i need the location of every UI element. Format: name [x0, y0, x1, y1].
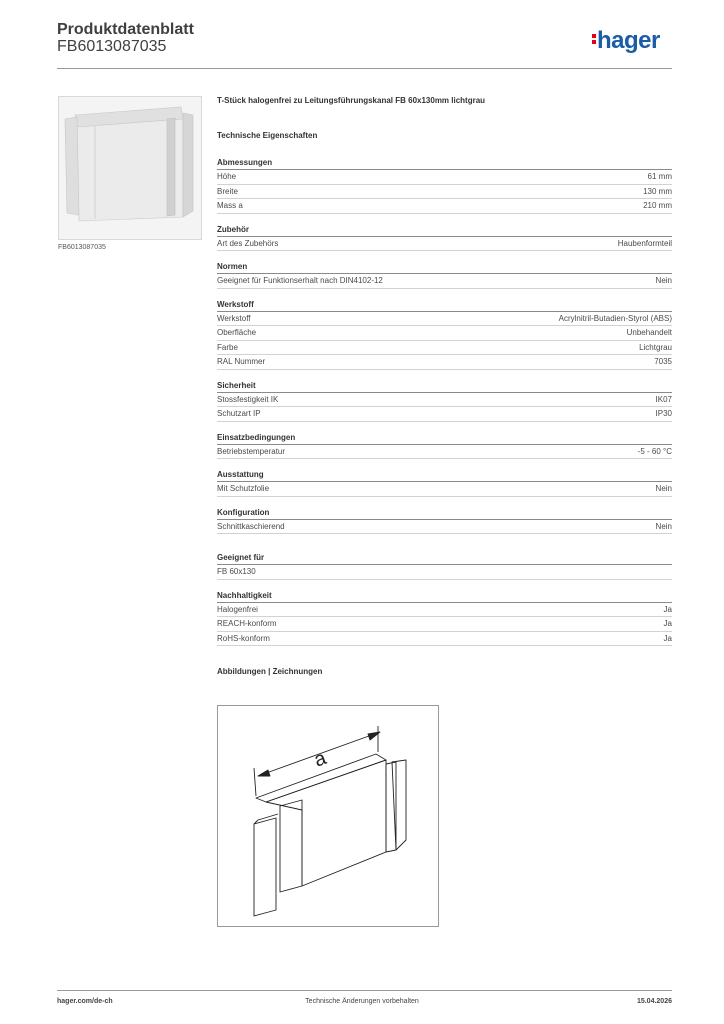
sustainability-group: [217, 590, 672, 647]
property-group: [217, 224, 672, 252]
property-group: [217, 507, 672, 535]
property-group: [217, 432, 672, 460]
footer-divider: [57, 990, 672, 991]
property-label: Mit Schutzfolie: [217, 484, 270, 493]
property-value: IK07: [655, 394, 672, 404]
property-label: FB 60x130: [217, 567, 256, 576]
property-group: [217, 299, 672, 370]
group-title: Einsatzbedingungen: [217, 432, 672, 445]
product-name: T-Stück halogenfrei zu Leitungsführungskanal FB 60x130mm lichtgrau: [217, 96, 486, 105]
property-value: Ja: [663, 619, 672, 628]
property-value: Haubenformteil: [617, 238, 672, 248]
property-value: Ja: [663, 604, 672, 614]
property-row: [217, 565, 672, 580]
property-row: [217, 355, 672, 370]
dimension-label: a: [311, 747, 330, 772]
property-label: Höhe: [217, 172, 237, 181]
property-label: Stossfestigkeit IK: [217, 394, 279, 404]
property-value: IP30: [655, 409, 672, 418]
property-label: RoHS-konform: [217, 633, 270, 643]
footer-website-link[interactable]: hager.com/de-ch: [57, 998, 113, 1005]
property-row: [217, 274, 672, 289]
property-label: Schnittkaschierend: [217, 521, 285, 531]
logo-dots-icon: [592, 32, 596, 46]
property-label: Mass a: [217, 201, 243, 210]
group-title: Geeignet für: [217, 552, 672, 565]
property-value: Ja: [663, 633, 672, 643]
t-piece-photo-icon: [59, 97, 201, 239]
property-row: [217, 185, 672, 200]
property-value: 210 mm: [643, 201, 672, 210]
property-row: [217, 632, 672, 647]
footer-date: 15.04.2026: [636, 998, 672, 1005]
property-row: [217, 445, 672, 460]
property-value: 130 mm: [643, 186, 672, 196]
group-title: Werkstoff: [217, 299, 672, 312]
property-label: Betriebstemperatur: [217, 446, 286, 456]
property-label: Farbe: [217, 342, 238, 352]
property-group: [217, 261, 672, 289]
property-value: Acrylnitril-Butadien-Styrol (ABS): [558, 313, 672, 323]
header-divider: [57, 68, 672, 69]
property-label: Halogenfrei: [217, 604, 258, 614]
property-group: [217, 380, 672, 422]
logo-text: hager: [597, 27, 660, 54]
property-label: Werkstoff: [217, 313, 251, 323]
footer-note: Technische Änderungen vorbehalten: [305, 998, 419, 1005]
product-photo: [58, 96, 202, 240]
group-title: Nachhaltigkeit: [217, 590, 672, 603]
property-label: Geeignet für Funktionserhalt nach DIN4102-12: [217, 276, 383, 285]
document-title: Produktdatenblatt: [57, 21, 194, 38]
property-label: Schutzart IP: [217, 409, 261, 418]
photo-caption: FB6013087035: [58, 244, 106, 251]
property-label: Art des Zubehörs: [217, 238, 279, 248]
property-row: [217, 603, 672, 618]
property-row: [217, 482, 672, 497]
product-details: [217, 95, 672, 680]
property-label: Oberfläche: [217, 328, 257, 337]
property-row: [217, 617, 672, 632]
group-title: Zubehör: [217, 224, 672, 237]
property-value: -5 - 60 °C: [637, 446, 672, 456]
property-row: [217, 170, 672, 185]
property-value: Nein: [655, 521, 672, 531]
property-value: Nein: [655, 276, 672, 285]
t-piece-drawing-icon: [218, 706, 438, 926]
property-groups: [217, 157, 672, 534]
property-row: [217, 326, 672, 341]
property-value: 61 mm: [647, 172, 672, 181]
group-title: Ausstattung: [217, 469, 672, 482]
group-title: Konfiguration: [217, 507, 672, 520]
property-row: [217, 237, 672, 252]
technical-drawing: [217, 705, 439, 927]
property-row: [217, 312, 672, 327]
suitable-for-group: [217, 552, 672, 580]
property-label: Breite: [217, 186, 238, 196]
property-group: [217, 157, 672, 214]
group-title: Abmessungen: [217, 157, 672, 170]
article-number: FB6013087035: [57, 38, 167, 55]
property-row: [217, 199, 672, 214]
property-row: [217, 393, 672, 408]
property-row: [217, 407, 672, 422]
property-label: RAL Nummer: [217, 357, 266, 366]
property-value: Nein: [655, 484, 672, 493]
property-value: 7035: [654, 357, 672, 366]
hager-logo: [592, 27, 660, 55]
group-title: Normen: [217, 261, 672, 274]
property-group: [217, 469, 672, 497]
technical-properties-heading: Technische Eigenschaften: [217, 131, 318, 140]
property-value: Lichtgrau: [639, 342, 672, 352]
group-title: Sicherheit: [217, 380, 672, 393]
property-row: [217, 520, 672, 535]
figures-heading: Abbildungen | Zeichnungen: [217, 667, 323, 676]
property-label: REACH-konform: [217, 619, 277, 628]
property-value: Unbehandelt: [626, 328, 672, 337]
property-row: [217, 341, 672, 356]
